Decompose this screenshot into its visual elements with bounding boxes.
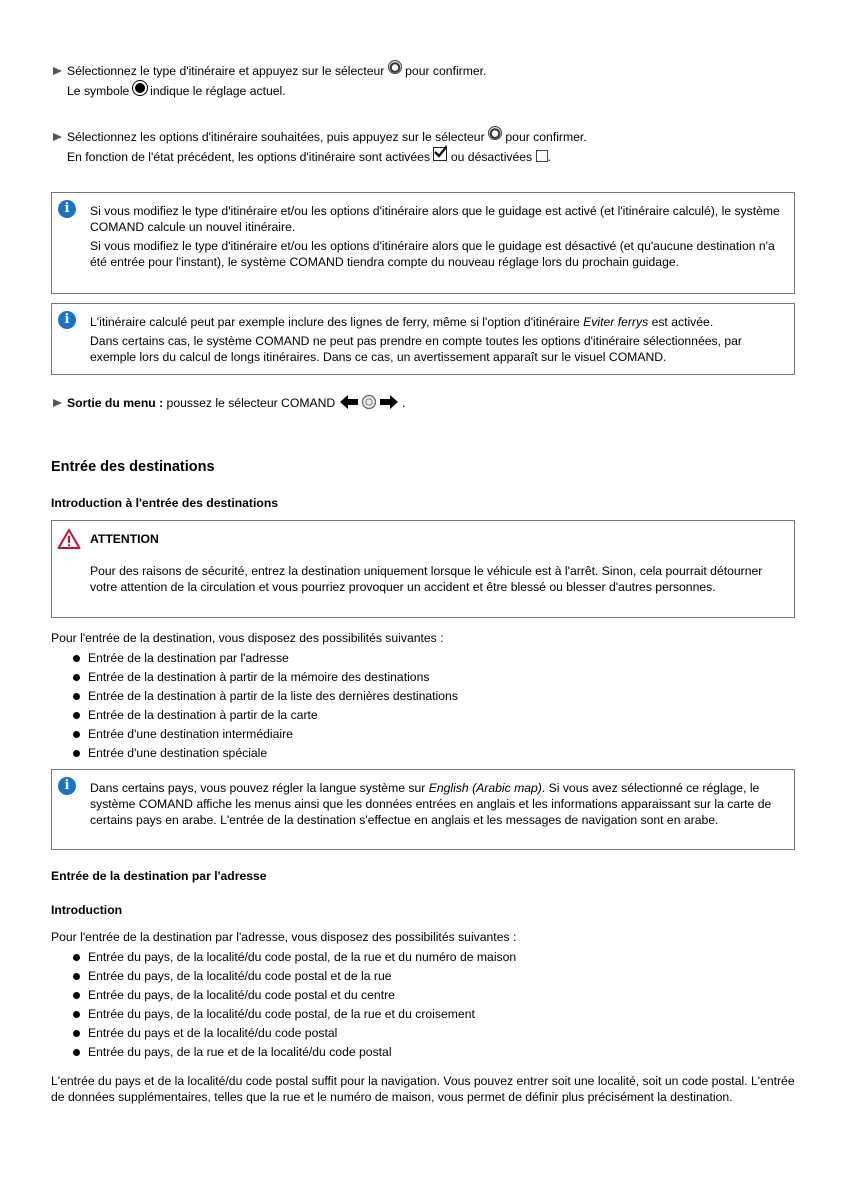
triangle-arrow-icon — [53, 67, 62, 75]
list-item: Entrée de la destination par l'adresse — [73, 649, 458, 668]
list-item: Entrée de la destination à partir de la liste des dernières destinations — [73, 687, 458, 706]
option-name: English (Arabic map) — [428, 781, 542, 795]
warning-text: Pour des raisons de sécurité, entrez la destination uniquement lorsque le véhicule est à l'arrêt. Sinon, cela pourrait détourner votre attention de la circulation et vous pourriez provoquer un accident et être blessé ou blesser d'autres personnes. — [90, 564, 763, 594]
subsection-title: Introduction — [51, 903, 123, 917]
step-select-route-type — [53, 61, 486, 101]
destination-options-list — [73, 649, 458, 763]
comand-selector-icon — [388, 60, 402, 74]
info-icon: i — [58, 777, 76, 795]
list-item: Entrée d'une destination intermédiaire — [73, 725, 458, 744]
note-paragraph: Dans certains cas, le système COMAND ne peut pas prendre en compte toutes les options d'itinéraire sélectionnées, par exemple lors du calcul de longs itinéraires. Dans ce cas, un avertissement apparaît sur le visuel COMAND. — [90, 334, 742, 364]
note-text: . Si vous avez sélectionné ce réglage, le système COMAND affiche les menus ainsi que les données entrées en anglais et les informations apparaissant sur la carte de certains pays en arabe. L'entrée de la destination s'effectue en anglais et les messages de navigation sont en arabe. — [90, 781, 772, 827]
list-item: Entrée du pays, de la localité/du code postal et de la rue — [73, 967, 516, 986]
note-paragraph: Si vous modifiez le type d'itinéraire et/ou les options d'itinéraire alors que le guidage est activé (et l'itinéraire calculé), le système COMAND calcule un nouvel itinéraire. — [90, 204, 780, 234]
note-text: est activée. — [651, 315, 714, 329]
paragraph: L'entrée du pays et de la localité/du code postal suffit pour la navigation. Vous pouvez entrer soit une localité, soit un code postal. L'entrée de données supplémentaires, telles que la rue et le numéro de maison, vous permet de définir plus précisément la destination. — [51, 1074, 795, 1104]
step-text: Sélectionnez les options d'itinéraire souhaitées, puis appuyez sur le sélecteur — [67, 130, 485, 144]
paragraph: Pour l'entrée de la destination, vous disposez des possibilités suivantes : — [51, 631, 444, 645]
step-text: poussez le sélecteur COMAND — [166, 396, 336, 410]
step-text: . — [547, 150, 551, 164]
step-bold-label: Sortie du menu : — [67, 396, 164, 410]
subsection-title: Entrée de la destination par l'adresse — [51, 869, 267, 883]
step-text: En fonction de l'état précédent, les options d'itinéraire sont activées — [67, 150, 431, 164]
subsection-title: Introduction à l'entrée des destinations — [51, 496, 279, 510]
step-text: pour confirmer. — [405, 64, 487, 78]
note-paragraph — [90, 780, 784, 828]
step-text: . — [401, 396, 406, 410]
step-text: Le symbole — [67, 84, 130, 98]
info-note-ferry — [51, 303, 795, 375]
list-item: Entrée d'une destination spéciale — [73, 744, 458, 763]
note-paragraph — [90, 314, 784, 330]
list-item: Entrée du pays, de la rue et de la localité/du code postal — [73, 1043, 516, 1062]
checkbox-checked-icon — [433, 147, 447, 161]
info-icon: i — [58, 200, 76, 218]
list-item: Entrée du pays et de la localité/du code postal — [73, 1024, 516, 1043]
option-name: Eviter ferrys — [583, 315, 649, 329]
warning-triangle-icon — [57, 528, 81, 550]
note-text: L'itinéraire calculé peut par exemple inclure des lignes de ferry, même si l'option d'itinéraire — [90, 315, 580, 329]
triangle-arrow-icon — [53, 133, 62, 141]
step-text: pour confirmer. — [505, 130, 587, 144]
info-icon: i — [58, 311, 76, 329]
list-item: Entrée du pays, de la localité/du code postal et du centre — [73, 986, 516, 1005]
note-paragraph: Si vous modifiez le type d'itinéraire et/ou les options d'itinéraire alors que le guidage est désactivé (et qu'aucune destination n'a été entrée pour l'instant), le système COMAND tiendra compte du nouveau réglage lors du prochain guidage. — [90, 239, 775, 269]
warning-box — [51, 520, 795, 618]
section-title: Entrée des destinations — [51, 459, 215, 475]
list-item: Entrée de la destination à partir de la mémoire des destinations — [73, 668, 458, 687]
step-select-route-options — [53, 127, 587, 167]
paragraph: Pour l'entrée de la destination par l'adresse, vous disposez des possibilités suivantes : — [51, 930, 517, 944]
list-item: Entrée du pays, de la localité/du code postal, de la rue et du croisement — [73, 1005, 516, 1024]
step-text: indique le réglage actuel. — [150, 84, 286, 98]
warning-label: ATTENTION — [90, 532, 159, 546]
address-options-list — [73, 948, 516, 1062]
comand-selector-icon — [488, 126, 502, 140]
list-item: Entrée de la destination à partir de la carte — [73, 706, 458, 725]
note-text: Dans certains pays, vous pouvez régler la langue système sur — [90, 781, 426, 795]
comand-slide-left-right-icon — [339, 394, 399, 410]
checkbox-unchecked-icon — [536, 150, 548, 162]
info-note-route-change — [51, 192, 795, 294]
triangle-arrow-icon — [53, 399, 62, 407]
list-item: Entrée du pays, de la localité/du code postal, de la rue et du numéro de maison — [73, 948, 516, 967]
step-text: ou désactivées — [450, 150, 533, 164]
step-exit-menu — [53, 393, 405, 413]
step-text: Sélectionnez le type d'itinéraire et appuyez sur le sélecteur — [67, 64, 385, 78]
info-note-arabic-map — [51, 769, 795, 850]
radio-selected-icon — [133, 81, 147, 95]
